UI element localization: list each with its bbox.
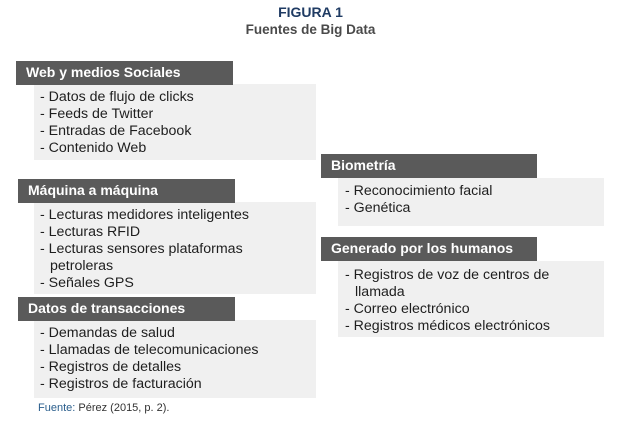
list-item: - Señales GPS [40, 275, 134, 291]
human-header: Generado por los humanos [321, 237, 537, 261]
list-item: - Demandas de salud [40, 325, 175, 341]
list-item: - Reconocimiento facial [345, 183, 493, 199]
list-item: - Correo electrónico [345, 301, 470, 317]
source-citation [38, 402, 169, 414]
machine-list [40, 207, 249, 292]
web-social-header: Web y medios Sociales [16, 61, 233, 85]
machine-header: Máquina a máquina [18, 179, 235, 203]
list-item: - Lecturas sensores plataformas [40, 241, 243, 257]
list-item: - Feeds de Twitter [40, 106, 154, 122]
source-label: Fuente: [38, 402, 76, 414]
list-item [345, 284, 550, 301]
biometrics-list [345, 183, 492, 217]
list-item: - Genética [345, 200, 411, 216]
biometrics-header: Biometría [321, 154, 537, 178]
web-social-list [40, 89, 194, 157]
list-item: - Lecturas medidores inteligentes [40, 207, 249, 223]
list-item-continuation: llamada [355, 284, 405, 300]
list-item: - Contenido Web [40, 140, 147, 156]
list-item: - Llamadas de telecomunicaciones [40, 342, 259, 358]
figure-label: FIGURA 1 [278, 4, 343, 20]
transactions-header: Datos de transacciones [18, 297, 235, 321]
list-item: - Registros médicos electrónicos [345, 318, 551, 334]
list-item: - Entradas de Facebook [40, 123, 192, 139]
transactions-list [40, 325, 258, 393]
list-item [40, 258, 249, 275]
list-item: - Datos de flujo de clicks [40, 89, 194, 105]
list-item: - Registros de voz de centros de [345, 267, 550, 283]
source-text: Pérez (2015, p. 2). [78, 402, 170, 414]
human-list [345, 267, 550, 335]
figure-title: Fuentes de Big Data [245, 22, 376, 37]
list-item-continuation: petroleras [50, 258, 114, 274]
list-item: - Lecturas RFID [40, 224, 141, 240]
list-item: - Registros de detalles [40, 359, 182, 375]
list-item: - Registros de facturación [40, 376, 202, 392]
